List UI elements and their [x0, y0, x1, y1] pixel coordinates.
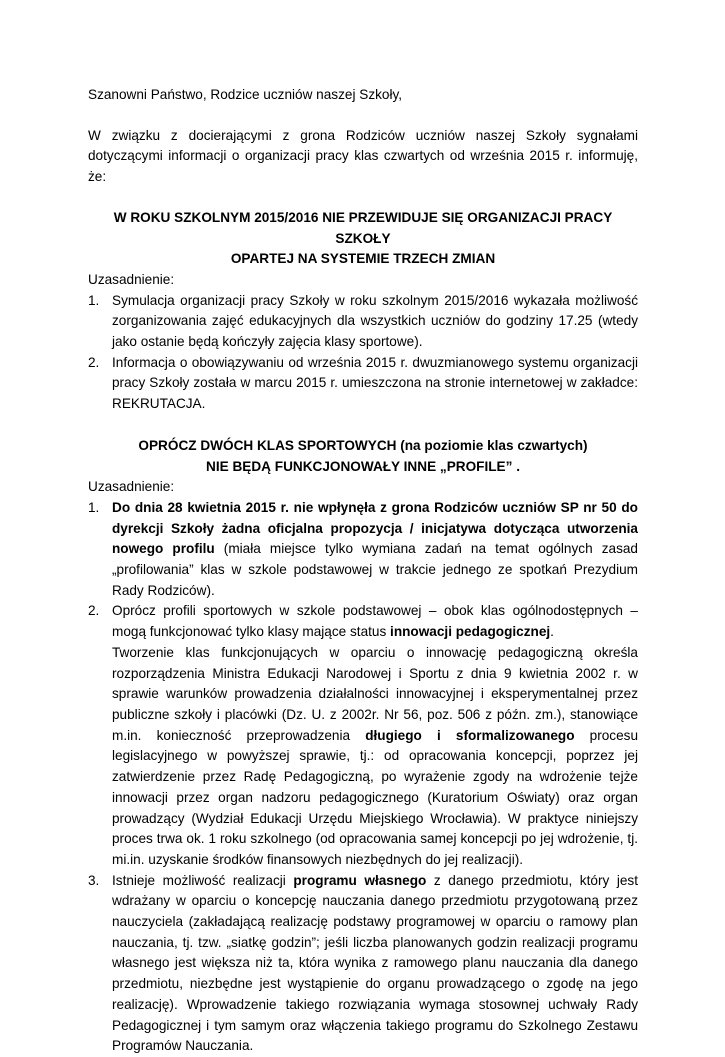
justification-label: Uzasadnienie:: [88, 271, 175, 287]
greeting: Szanowni Państwo, Rodzice uczniów naszej Szkoły,: [88, 87, 403, 102]
section-three-shifts: [88, 208, 638, 415]
plain-text: z danego przedmiotu, który jest wdrażany w oparciu o koncepcję nauczania danego przedmiotu przygotowaną przez nauczyciela (zakładającą realizację podstawy programowej w oparciu o ramowy plan nauczania, tj. tzw. „siatkę godzin”; jeśli liczba planowanych godzin realizacji programu własnego jest większa niż ta, która wynika z ramowego planu nauczania dla danego przedmiotu, niezbędne jest wystąpienie do organu prowadzącego o zgodę na jego realizację). Wprowadzenie takiego rozwiązania wymaga stosownej uchwały Rady Pedagogicznej i tym samym oraz włączenia takiego programu do Szkolnego Zestawu Programów Nauczania.: [112, 872, 638, 1054]
intro-paragraph: W związku z docierającymi z grona Rodziców uczniów naszej Szkoły sygnałami dotyczącymi informacji o organizacji pracy klas czwartych od września 2015 r. informuję, że:: [88, 127, 638, 185]
emphasis-text: programu własnego: [293, 872, 427, 888]
list-item-text: [112, 601, 638, 870]
list-item-paragraph: [112, 601, 638, 642]
list-item-text: [112, 871, 638, 1057]
justification-list: [88, 291, 638, 415]
emphasis-text: długiego i sformalizowanego: [365, 727, 575, 743]
plain-text: Oprócz profili sportowych w szkole podstawowej – obok klas ogólnodostępnych – mogą funkcjonować tylko klasy mające status: [112, 603, 638, 640]
list-item-text: Symulacja organizacji pracy Szkoły w roku szkolnym 2015/2016 wykazała możliwość zorganizowania zajęć edukacyjnych dla wszystkich uczniów do godziny 17.25 (wtedy jako ostanie będą kończyły zajęcia klasy sportowe).: [112, 292, 638, 350]
emphasis-text: Do dnia 28 kwietnia 2015 r. nie wpłynęła z grona Rodziców uczniów SP nr 50 do dyrekcji Szkoły żadna oficjalna propozycja / inicjatywa dotycząca utworzenia nowego profilu: [112, 499, 638, 557]
section-heading-line: OPARTEJ NA SYSTEMIE TRZECH ZMIAN: [230, 251, 496, 267]
plain-text: .: [550, 624, 554, 640]
list-item-paragraph: [112, 643, 638, 871]
list-item: [88, 871, 638, 1057]
emphasis-text: innowacji pedagogicznej: [390, 624, 551, 640]
section-heading-line: W ROKU SZKOLNYM 2015/2016 NIE PRZEWIDUJE SIĘ ORGANIZACJI PRACY SZKOŁY: [113, 209, 613, 246]
list-item-text: Informacja o obowiązywaniu od września 2015 r. dwuzmianowego systemu organizacji pracy Szkoły została w marcu 2015 r. umieszczona na stronie internetowej w zakładce: REKRUTACJA.: [112, 354, 638, 412]
plain-text: Tworzenie klas funkcjonujących w oparciu o innowację pedagogiczną określa rozporządzenia Ministra Edukacji Narodowej i Sportu z dnia 9 kwietnia 2002 r. w sprawie warunków prowadzenia działalności innowacyjnej i eksperymentalnej przez publiczne szkoły i placówki (Dz. U. z 2002r. Nr 56, poz. 506 z późn. zm.), stanowiące m.in. konieczność przeprowadzenia: [112, 644, 638, 743]
list-item-number: 2.: [88, 603, 100, 619]
letter-body: [88, 85, 638, 1057]
list-item: [88, 291, 638, 353]
list-item-number: 1.: [88, 292, 100, 308]
list-item: [88, 601, 638, 870]
list-item-number: 1.: [88, 499, 100, 515]
justification-list: [88, 498, 638, 1057]
section-profiles: [88, 436, 638, 1057]
plain-text: Istnieje możliwość realizacji: [112, 872, 294, 888]
list-item-number: 2.: [88, 354, 100, 370]
list-item-number: 3.: [88, 872, 100, 888]
list-item: [88, 498, 638, 602]
plain-text: (miała miejsce tylko wymiana zadań na temat ogólnych zasad „profilowania” klas w szkole podstawowej w trakcie jednego ze spotkań Prezydium Rady Rodziców).: [112, 541, 638, 598]
list-item: [88, 353, 638, 415]
section-heading-line: NIE BĘDĄ FUNKCJONOWAŁY INNE „PROFILE” .: [206, 458, 520, 474]
plain-text: procesu legislacyjnego w powyższej sprawie, tj.: od opracowania koncepcji, poprzez jej zatwierdzenie przez Radę Pedagogiczną, po wyrażenie zgody na wdrożenie tejże innowacji przez organ nadzoru pedagogicznego (Kuratorium Oświaty) oraz organ prowadzący (Wydział Edukacji Urzędu Miejskiego Wrocławia). W praktyce niniejszy proces trwa ok. 1 roku szkolnego (od opracowania samej koncepcji po jej wdrożenie, tj. mi.in. uzyskanie środków finansowych niezbędnych do jej realizacji).: [112, 727, 639, 867]
list-item-text: [112, 498, 638, 602]
justification-label: Uzasadnienie:: [88, 479, 175, 495]
section-heading-line: OPRÓCZ DWÓCH KLAS SPORTOWYCH (na poziomie klas czwartych): [138, 437, 588, 453]
